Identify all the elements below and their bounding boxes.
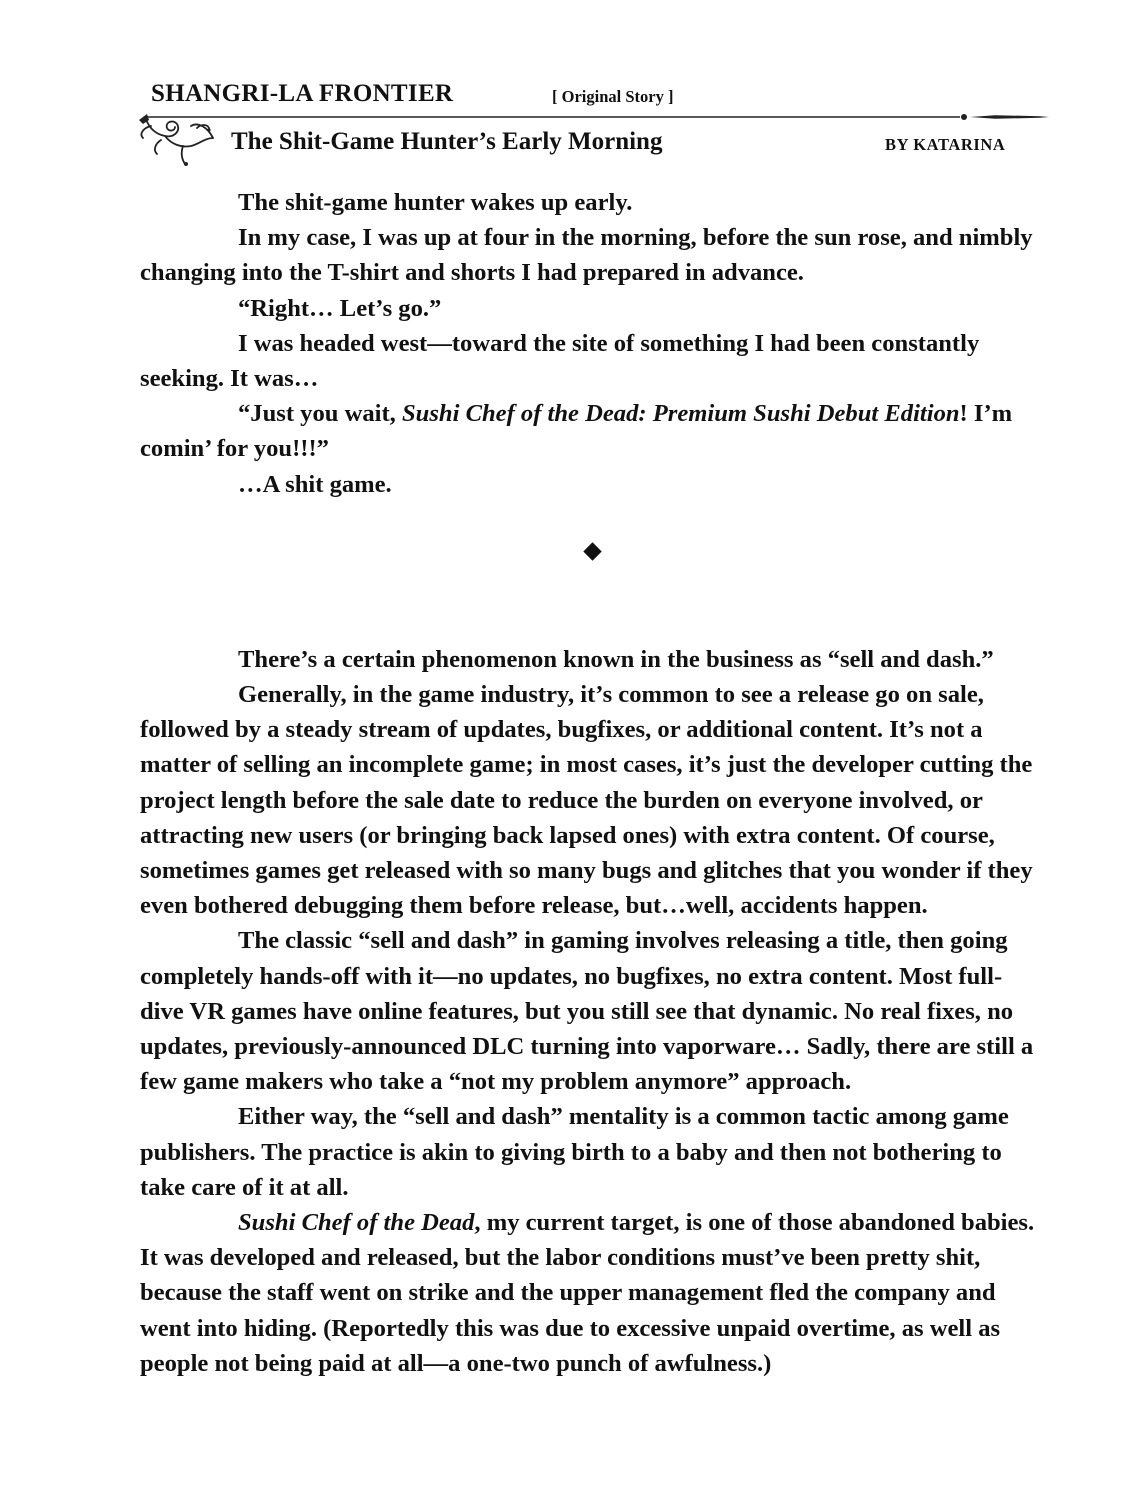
paragraph: In my case, I was up at four in the morning, before the sun rose, and nimbly changing into the T-shirt and shorts I had prepared in advance. [140, 224, 1033, 287]
paragraph [140, 1205, 1040, 1381]
text-span: “Just you wait, [238, 400, 402, 428]
game-title: Sushi Chef of the Dead: Premium Sushi Debut Edition [401, 400, 960, 428]
paragraph: The shit-game hunter wakes up early. [238, 189, 633, 216]
diamond-icon [583, 542, 601, 560]
series-title: SHANGRI-LA FRONTIER [151, 80, 454, 107]
paragraph [140, 396, 1040, 466]
paragraph: “Right… Let’s go.” [238, 294, 442, 322]
paragraph: Either way, the “sell and dash” mentality is a common tactic among game publishers. The practice is akin to giving birth to a baby and then not bothering to take care of it at all. [140, 1103, 1009, 1201]
story-title: The Shit-Game Hunter’s Early Morning [231, 128, 663, 155]
byline: BY KATARINA [885, 135, 1006, 154]
paragraph: Generally, in the game industry, it’s common to see a release go on sale, followed by a steady stream of updates, bugfixes, or additional content. It’s not a matter of selling an incomplete game; in most cases, it’s just the developer cutting the project length before the sale date to reduce the burden on everyone involved, or attracting new users (or bringing back lapsed ones) with extra content. Of course, sometimes games get released with so many bugs and glitches that you wonder if they even bothered debugging them before release, but…well, accidents happen. [140, 681, 1033, 920]
paragraph: I was headed west—toward the site of something I had been constantly seeking. It was… [140, 329, 980, 393]
text-span: , my current target, is one of those abandoned babies. It was developed and released, but the labor conditions must’ve been pretty shit, because the staff went on strike and the upper management fled the company and went into hiding. (Reportedly this was due to excessive unpaid overtime, as well as people not being paid at all—a one-two punch of awfulness.) [140, 1209, 1035, 1377]
game-title: Sushi Chef of the Dead [238, 1209, 475, 1237]
series-tag: [ Original Story ] [552, 87, 674, 106]
paragraph: The classic “sell and dash” in gaming involves releasing a title, then going completely hands-off with it—no updates, no bugfixes, no extra content. Most full-dive VR games have online features, but you still see that dynamic. No real fixes, no updates, previously-announced DLC turning into vaporware… Sadly, there are still a few game makers who take a “not my problem anymore” approach. [140, 927, 1034, 1096]
section-separator [140, 502, 1040, 642]
paragraph: …A shit game. [238, 470, 392, 498]
story-body [140, 185, 1040, 1381]
paragraph: There’s a certain phenomenon known in the business as “sell and dash.” [238, 645, 994, 673]
text-span: ! I’m comin’ for you!!!” [140, 400, 1013, 463]
page-header [0, 0, 1124, 175]
